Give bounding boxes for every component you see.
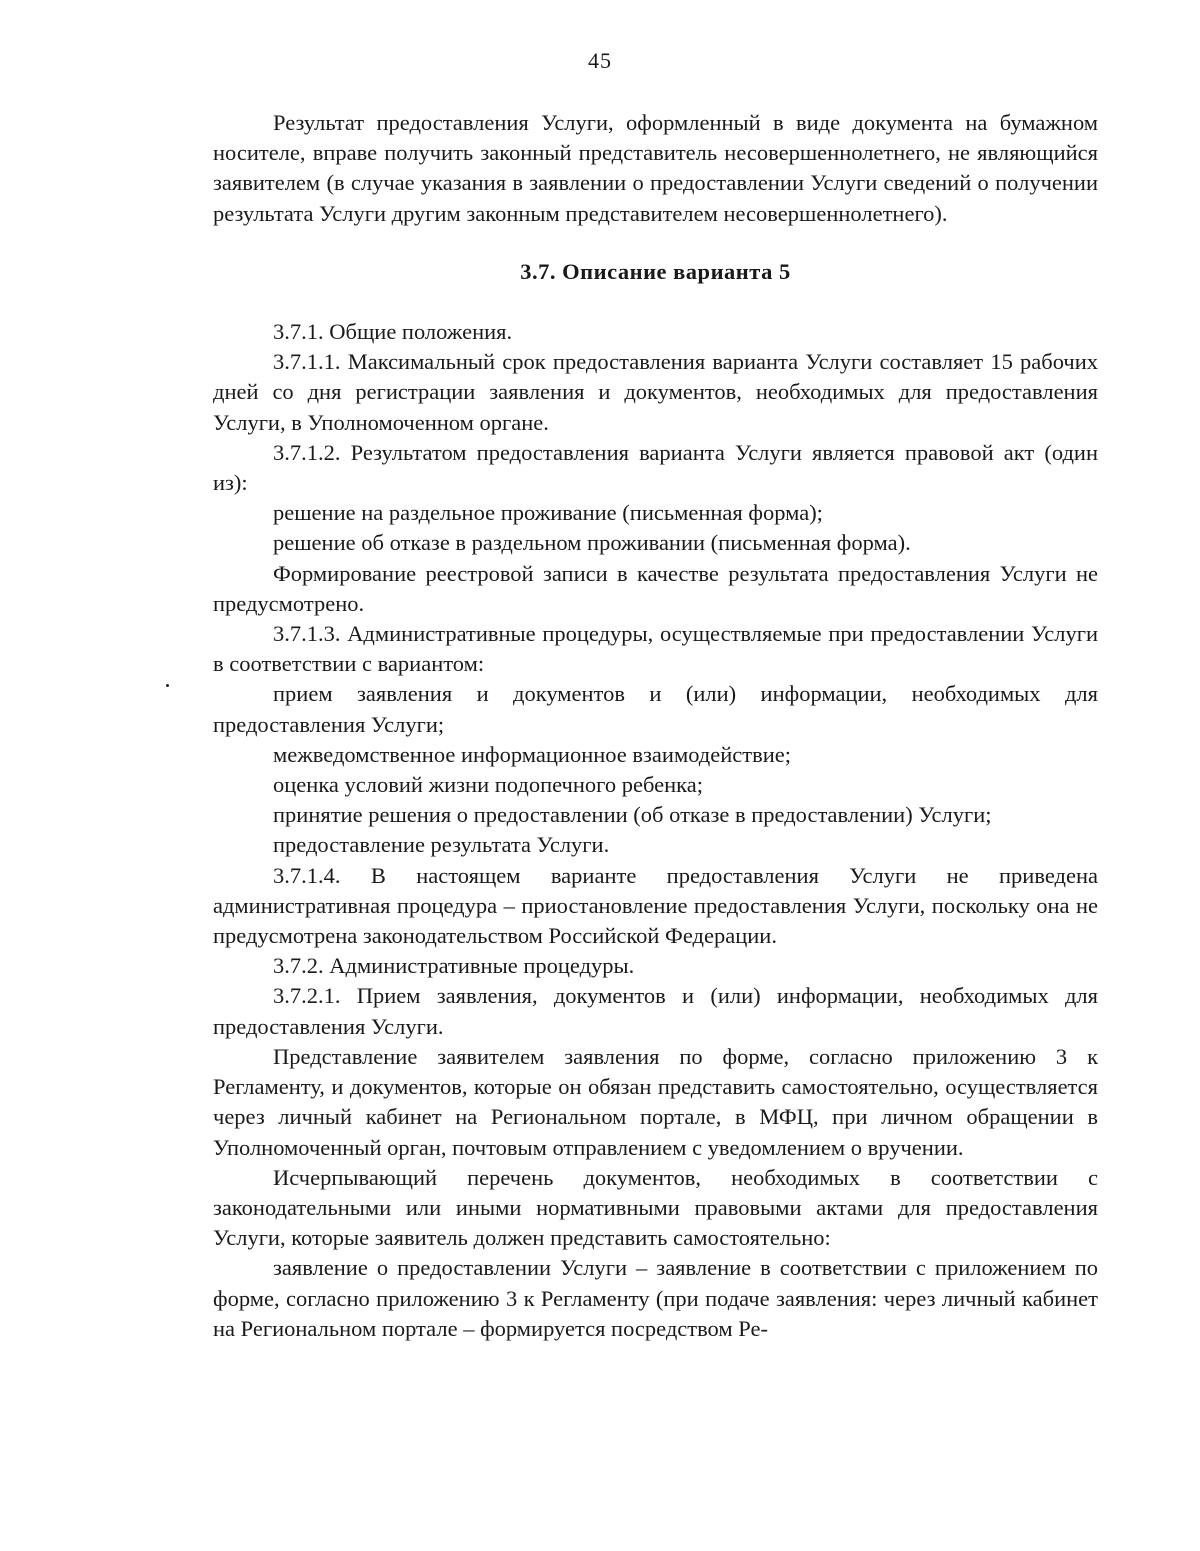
margin-mark [166, 684, 169, 687]
list-item: межведомственное информационное взаимодействие; [273, 741, 791, 767]
paragraph: Исчерпывающий перечень документов, необходимых в соответствии с законодательными или иными нормативными правовыми актами для предоставления Услуги, которые заявитель должен представить самостоятельно: [213, 1164, 1098, 1251]
list-item: оценка условий жизни подопечного ребенка; [273, 772, 703, 798]
paragraph: 3.7.1.4. В настоящем варианте предоставления Услуги не приведена административная процедура – приостановление предоставления Услуги, поскольку она не предусмотрена законодательством Российской Федерации. [213, 862, 1098, 949]
list-item: решение об отказе в раздельном проживании (письменная форма). [273, 530, 911, 556]
paragraph: 3.7.1.2. Результатом предоставления варианта Услуги является правовой акт (один из): [213, 439, 1098, 496]
document-body [213, 108, 1098, 1344]
paragraph: Представление заявителем заявления по форме, согласно приложению 3 к Регламенту, и документов, которые он обязан представить самостоятельно, осуществляется через личный кабинет на Региональном портале, в МФЦ, при личном обращении в Уполномоченный орган, почтовым отправлением с уведомлением о вручении. [213, 1043, 1098, 1160]
list-item: предоставление результата Услуги. [273, 832, 610, 858]
paragraph: 3.7.2. Административные процедуры. [273, 953, 635, 979]
paragraph: Формирование реестровой записи в качестве результата предоставления Услуги не предусмотрено. [213, 560, 1098, 616]
page-number: 45 [588, 48, 612, 73]
paragraph: 3.7.1.3. Административные процедуры, осуществляемые при предоставлении Услуги в соответствии с вариантом: [213, 621, 1098, 677]
paragraph: заявление о предоставлении Услуги – заявление в соответствии с приложением по форме, согласно приложению 3 к Регламенту (при подаче заявления: через личный кабинет на Региональном портале – формируется посредством Ре- [213, 1255, 1098, 1341]
paragraph: Результат предоставления Услуги, оформленный в виде документа на бумажном носителе, вправе получить законный представитель несовершеннолетнего, не являющийся заявителем (в случае указания в заявлении о предоставлении Услуги сведений о получении результата Услуги другим законным представителем несовершеннолетнего). [213, 110, 1098, 226]
paragraph: 3.7.2.1. Прием заявления, документов и (или) информации, необходимых для предоставления Услуги. [213, 983, 1098, 1039]
list-item: решение на раздельное проживание (письменная форма); [273, 500, 823, 526]
section-heading: 3.7. Описание варианта 5 [520, 258, 791, 284]
paragraph: 3.7.1.1. Максимальный срок предоставления варианта Услуги составляет 15 рабочих дней со дня регистрации заявления и документов, необходимых для предоставления Услуги, в Уполномоченном органе. [213, 349, 1098, 435]
paragraph: 3.7.1. Общие положения. [273, 319, 513, 345]
list-item: прием заявления и документов и (или) информации, необходимых для предоставления Услуги; [213, 681, 1098, 737]
list-item: принятие решения о предоставлении (об отказе в предоставлении) Услуги; [273, 802, 992, 828]
